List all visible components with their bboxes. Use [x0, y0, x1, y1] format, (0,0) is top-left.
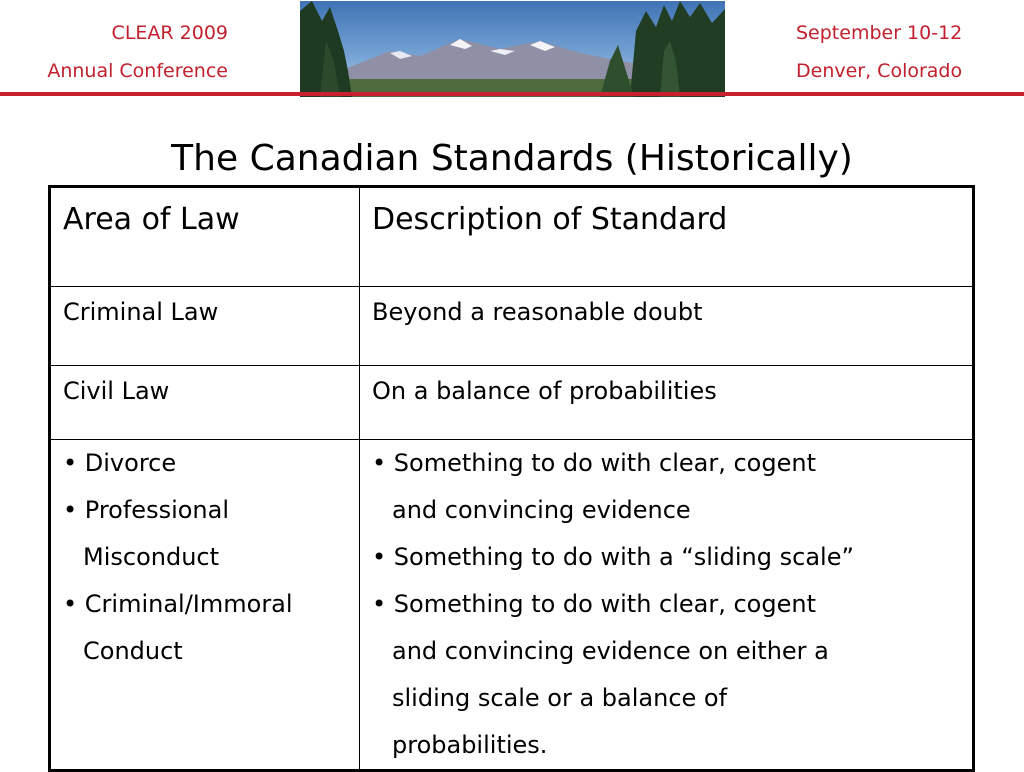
header-divider — [0, 92, 1024, 96]
header-description: Description of Standard — [360, 187, 974, 287]
table-row — [50, 440, 974, 771]
cell-area-list — [50, 440, 360, 771]
header-area-of-law: Area of Law — [50, 187, 360, 287]
mountain-forest-photo — [300, 1, 725, 97]
standards-table — [48, 185, 975, 772]
table-row — [50, 366, 974, 440]
conference-location: Denver, Colorado — [796, 60, 963, 82]
table-header-row — [50, 187, 974, 287]
cell-area: Civil Law — [50, 366, 360, 440]
cell-area: Criminal Law — [50, 287, 360, 366]
slide-title: The Canadian Standards (Historically) — [171, 138, 853, 179]
list-item: • Something to do with clear, cogent and convincing evidence — [372, 449, 816, 524]
cell-description: On a balance of probabilities — [360, 366, 974, 440]
cell-description: Beyond a reasonable doubt — [360, 287, 974, 366]
banner-image — [300, 1, 725, 97]
cell-description-list — [360, 440, 974, 771]
list-item: • Criminal/Immoral Conduct — [63, 590, 293, 665]
list-item: • Something to do with a “sliding scale” — [372, 543, 854, 571]
list-item: • Divorce — [63, 449, 177, 477]
list-item: • Something to do with clear, cogent and convincing evidence on either a sliding scale or a balance of probabilities. — [372, 590, 829, 759]
conference-subtitle: Annual Conference — [47, 60, 228, 82]
table-row — [50, 287, 974, 366]
header-right — [796, 14, 962, 90]
conference-dates: September 10-12 — [796, 22, 963, 44]
list-item: • Professional Misconduct — [63, 496, 230, 571]
header-left — [47, 14, 228, 90]
conference-name: CLEAR 2009 — [111, 22, 228, 44]
